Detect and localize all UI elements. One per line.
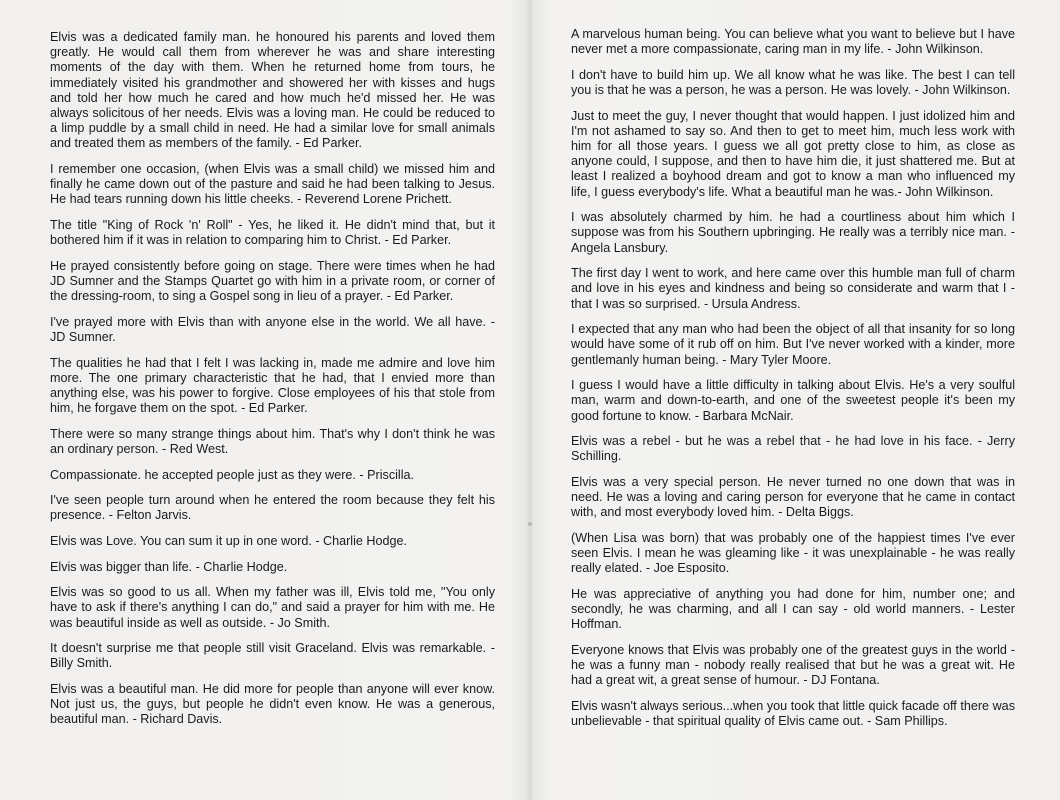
left-quote-column [50,30,495,738]
quote-paragraph: The title "King of Rock 'n' Roll" - Yes, he liked it. He didn't mind that, but it bothered him if it was in relation to comparing him to Christ. - Ed Parker. [50,218,495,248]
quote-paragraph: I guess I would have a little difficulty in talking about Elvis. He's a very soulful man, warm and down-to-earth, and one of the sweetest people it's been my good fortune to know. - Barbara McNair. [571,378,1015,423]
quote-paragraph: Compassionate. he accepted people just as they were. - Priscilla. [50,467,415,482]
quote-paragraph: I've prayed more with Elvis than with anyone else in the world. We all have. - JD Sumner. [50,314,495,345]
right-page [530,0,1060,800]
quote-paragraph: Elvis was a dedicated family man. he honoured his parents and loved them greatly. He would call them from wherever he was and share interesting moments of the day with them. When he returned home from tours, he immediately visited his grandmother and showered her with kisses and hugs and told her how much he cared and how much he'd missed her. He was always solicitous of her needs. Elvis was a loving man. He could be reduced to a limp puddle by a small child in need. He had a similar love for small animals and treated them as members of the family. - Ed Parker. [50,30,495,151]
quote-paragraph: There were so many strange things about him. That's why I don't think he was an ordinary person. - Red West. [50,426,495,457]
quote-paragraph: It doesn't surprise me that people still visit Graceland. Elvis was remarkable. - Billy Smith. [50,641,495,671]
quote-paragraph: He prayed consistently before going on stage. There were times when he had JD Sumner and the Stamps Quartet go with him in a private room, or corner of the dressing-room, to sing a Gospel song in lieu of a prayer. - Ed Parker. [50,258,495,304]
quote-paragraph: I don't have to build him up. We all know what he was like. The best I can tell you is that he was a person, he was a person. He was lovely. - John Wilkinson. [571,67,1015,97]
quote-paragraph: (When Lisa was born) that was probably one of the happiest times I've ever seen Elvis. I mean he was gleaming like - it was unexplainable - he was really really elated. - Joe Esposito. [571,531,1015,576]
quote-paragraph: Elvis was so good to us all. When my father was ill, Elvis told me, "You only have to ask if there's anything I can do," and said a prayer for him with me. He was beautiful inside as well as outside. - Jo Smith. [50,585,495,630]
quote-paragraph: I was absolutely charmed by him. he had a courtliness about him which I suppose was from his Southern upbringing. He really was a terribly nice man. - Angela Lansbury. [571,210,1015,255]
quote-paragraph: He was appreciative of anything you had done for him, number one; and secondly, he was charming, and all I can say - old world manners. - Lester Hoffman. [571,587,1015,632]
quote-paragraph: Everyone knows that Elvis was probably one of the greatest guys in the world - he was a funny man - nobody really realised that but he was a great wit. He had a great wit, a great sense of humour. - DJ Fontana. [571,643,1015,688]
quote-paragraph: Just to meet the guy, I never thought that would happen. I just idolized him and I'm not ashamed to say so. And then to get to meet him, much less work with him for all those years. I guess we all got pretty close to him, as close as anyone could, I suppose, and then to have him die, it just shattered me. But at least I realized a boyhood dream and got to know a man who influenced my life, I guess everybody's life. What a beautiful man he was.- John Wilkinson. [571,108,1015,199]
quote-paragraph: Elvis was a beautiful man. He did more for people than anyone will ever know. Not just us, the guys, but people he didn't even know. He was a generous, beautiful man. - Richard Davis. [50,681,495,727]
quote-paragraph: I expected that any man who had been the object of all that insanity for so long would have some of it rub off on him. But I've never worked with a kinder, more gentlemanly human being. - Mary Tyler Moore. [571,322,1015,367]
quote-paragraph: Elvis was a very special person. He never turned no one down that was in need. He was a loving and caring person for everyone that he came in contact with, and most everybody loved him. - Delta Biggs. [571,475,1015,520]
quote-paragraph: Elvis was a rebel - but he was a rebel that - he had love in his face. - Jerry Schilling. [571,434,1015,464]
quote-paragraph: Elvis wasn't always serious...when you took that little quick facade off there was unbelievable - that spiritual quality of Elvis came out. - Sam Phillips. [571,699,1015,729]
quote-paragraph: Elvis was bigger than life. - Charlie Hodge. [50,559,288,574]
quote-paragraph: The first day I went to work, and here came over this humble man full of charm and love in his eyes and kindness and being so considerate and warm that I - that I was so surprised. - Ursula Andress. [571,266,1015,311]
quote-paragraph: A marvelous human being. You can believe what you want to believe but I have never met a more compassionate, caring man in my life. - John Wilkinson. [571,27,1015,57]
quote-paragraph: I remember one occasion, (when Elvis was a small child) we missed him and finally he came down out of the pasture and said he had been talking to Jesus. He had tears running down his little cheeks. - Reverend Lorene Prichett. [50,162,495,207]
right-quote-column [571,27,1015,740]
quote-paragraph: Elvis was Love. You can sum it up in one word. - Charlie Hodge. [50,534,408,548]
quote-paragraph: The qualities he had that I felt I was lacking in, made me admire and love him more. The one primary characteristic that he had, that I envied more than anything else, was his power to forgive. Close employees of his that stole from him, he forgave them on the spot. - Ed Parker. [50,355,495,416]
quote-paragraph: I've seen people turn around when he entered the room because they felt his presence. - Felton Jarvis. [50,493,495,523]
